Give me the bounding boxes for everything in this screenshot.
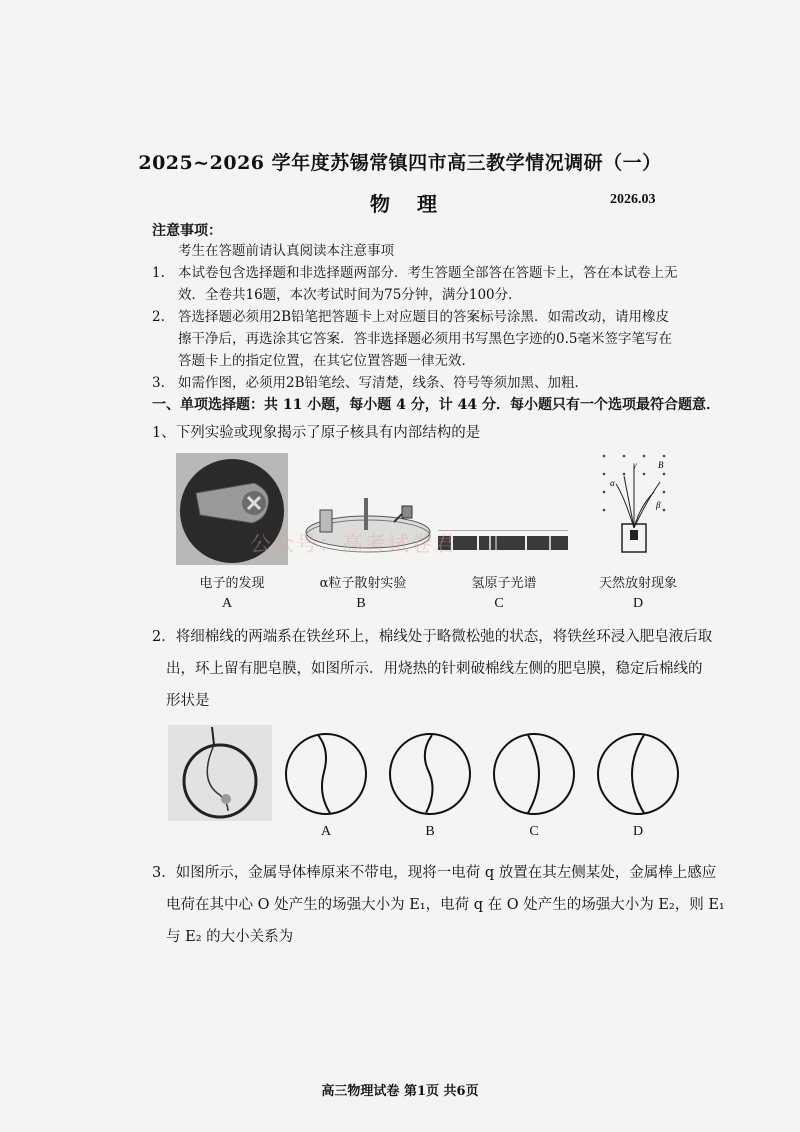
q1-figure-d [594, 446, 682, 558]
subject-title: 物 理 [370, 192, 447, 216]
notice-item-2-num: 2. [152, 309, 165, 325]
q2-option-d-figure [596, 732, 680, 816]
q1-option-c-caption: 氢原子光谱 [471, 576, 537, 591]
q2-option-d-label: D [632, 824, 644, 839]
q1-option-b-label: B [356, 596, 366, 611]
q1-figure-c [438, 530, 570, 556]
notice-item-3-num: 3. [152, 375, 165, 391]
q1-option-d-caption: 天然放射现象 [598, 576, 677, 591]
exam-title: 2025~2026 学年度苏锡常镇四市高三教学情况调研（一） [138, 152, 662, 174]
section-heading: 一、单项选择题：共 11 小题，每小题 4 分，计 44 分．每小题只有一个选项最符合题意． [152, 397, 720, 413]
q1-option-a-label: A [221, 596, 233, 611]
exam-date: 2026.03 [610, 192, 656, 207]
q1-option-c-label: C [494, 596, 504, 611]
notice-intro: 考生在答题前请认真阅读本注意事项 [178, 243, 394, 259]
question-2-line-2: 出，环上留有肥皂膜，如图所示．用烧热的针刺破棉线左侧的肥皂膜，稳定后棉线的 [166, 661, 703, 677]
q1-option-a-caption: 电子的发现 [199, 576, 265, 591]
question-2-line-3: 形状是 [166, 693, 210, 709]
watermark: 公众号：高考试卷君 [250, 532, 457, 556]
notice-heading: 注意事项： [152, 223, 222, 239]
q2-option-c-label: C [529, 824, 539, 839]
q2-option-c-figure [492, 732, 576, 816]
question-2-line-1: 2．将细棉线的两端系在铁丝环上，棉线处于略微松弛的状态，将铁丝环浸入肥皂液后取 [152, 629, 713, 645]
q1-option-b-caption: α粒子散射实验 [319, 576, 407, 591]
question-3-line-3: 与 E₂ 的大小关系为 [166, 929, 294, 945]
notice-item-2-line-3: 答题卡上的指定位置，在其它位置答题一律无效． [178, 353, 475, 369]
fig-d-beta-label: β [656, 500, 661, 510]
q1-option-d-label: D [632, 596, 644, 611]
q2-option-b-label: B [425, 824, 435, 839]
notice-item-2-line-2: 擦干净后，再选涂其它答案．答非选择题必须用书写黑色字迹的0.5毫米签字笔写在 [178, 331, 672, 347]
q2-option-b-figure [388, 732, 472, 816]
question-1-stem: 1、下列实验或现象揭示了原子核具有内部结构的是 [152, 425, 481, 441]
q2-photo [168, 725, 272, 821]
notice-item-3-line-1: 如需作图，必须用2B铅笔绘、写清楚，线条、符号等须加黑、加粗． [178, 375, 589, 391]
fig-d-alpha-label: α [610, 478, 615, 488]
notice-item-1-line-1: 本试卷包含选择题和非选择题两部分．考生答题全部答在答题卡上，答在本试卷上无 [178, 265, 678, 281]
fig-d-gamma-label: γ [633, 460, 637, 470]
notice-item-1-line-2: 效．全卷共16题，本次考试时间为75分钟，满分100分． [178, 287, 522, 303]
question-3-line-1: 3．如图所示，金属导体棒原来不带电，现将一电荷 q 放置在其左侧某处，金属棒上感应 [152, 865, 717, 881]
q2-option-a-label: A [320, 824, 332, 839]
notice-item-2-line-1: 答选择题必须用2B铅笔把答题卡上对应题目的答案标号涂黑．如需改动，请用橡皮 [178, 309, 670, 325]
question-3-line-2: 电荷在其中心 O 处产生的场强大小为 E₁，电荷 q 在 O 处产生的场强大小为 E₂，则 E₁ [166, 897, 725, 913]
fig-d-b-label: B [658, 460, 664, 470]
q2-option-a-figure [284, 732, 368, 816]
page-footer: 高三物理试卷 第1页 共6页 [321, 1084, 479, 1099]
notice-item-1-num: 1. [152, 265, 165, 281]
